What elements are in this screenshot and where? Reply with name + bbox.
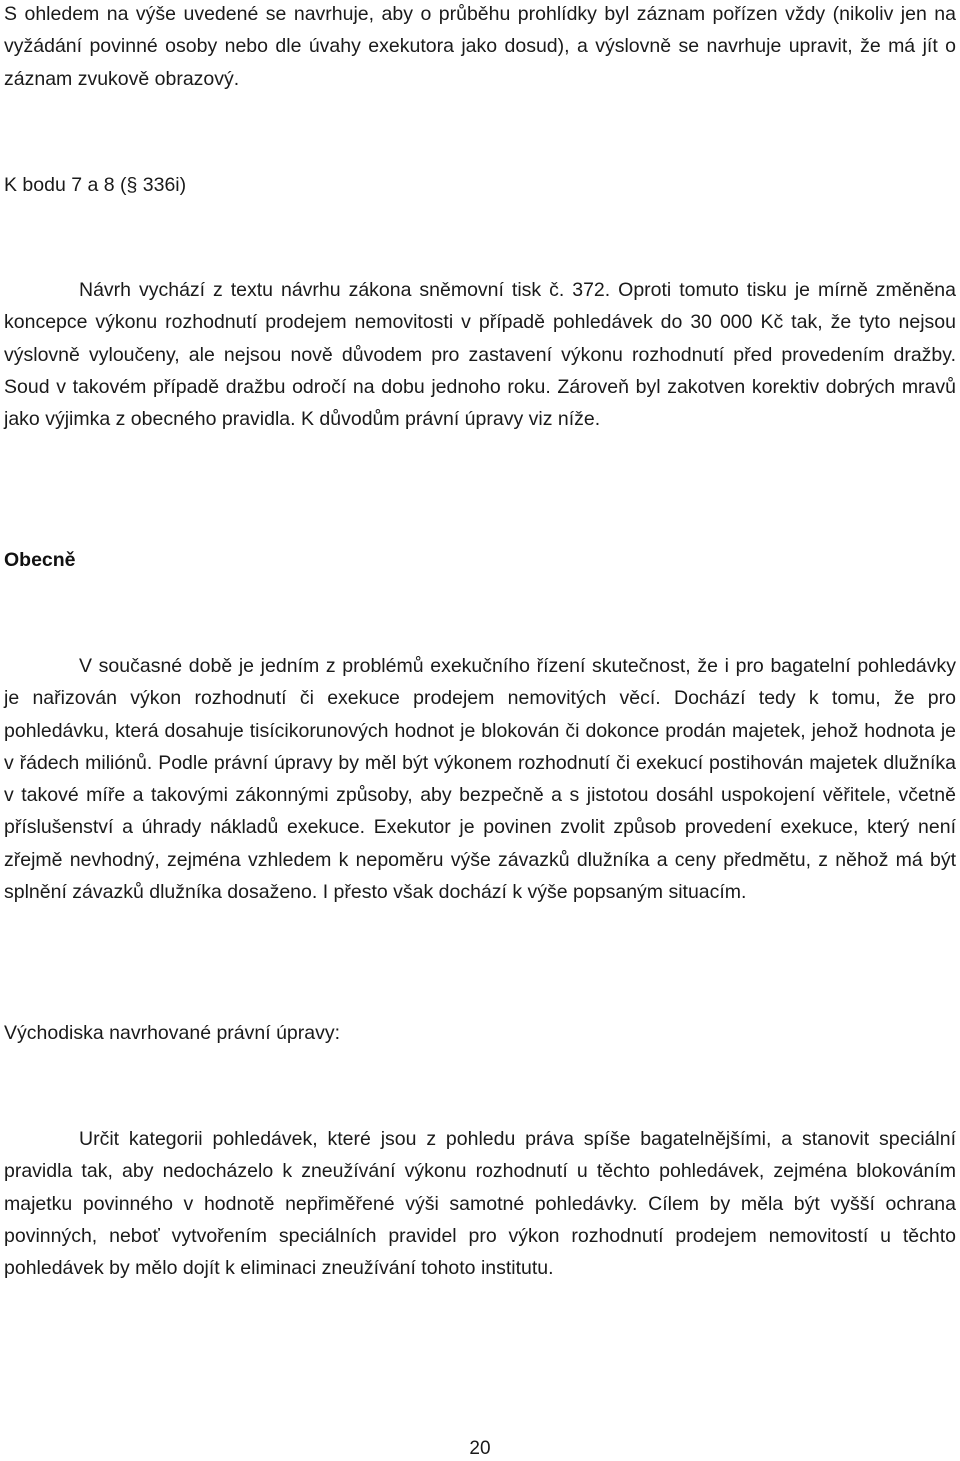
paragraph-vychodiska: Určit kategorii pohledávek, které jsou z pohledu práva spíše bagatelnějšími, a stanovit speciální pravidla tak, aby nedocházelo k zneužívání výkonu rozhodnutí u těchto pohledávek, zejména blokováním majetku povinného v hodnotě nepřiměřené výši samotné pohledávky. Cílem by měla být vyšší ochrana povinných, neboť vytvořením speciálních pravidel pro výkon rozhodnutí prodejem nemovitostí u těchto pohledávek by mělo dojít k eliminaci zneužívání tohoto institutu. xyxy=(4,1128,956,1280)
paragraph-bod: Návrh vychází z textu návrhu zákona sněmovní tisk č. 372. Oproti tomuto tisku je mírně změněna koncepce výkonu rozhodnutí prodejem nemovitosti v případě pohledávek do 30 000 Kč tak, že tyto nejsou výslovně vyloučeny, ale nejsou nově důvodem pro zastavení výkonu rozhodnutí před provedením dražby. Soud v takovém případě dražbu odročí na dobu jednoho roku. Zároveň byl zakotven korektiv dobrých mravů jako výjimka z obecného pravidla. K důvodům právní úpravy viz níže. xyxy=(4,279,956,431)
paragraph-intro: S ohledem na výše uvedené se navrhuje, aby o průběhu prohlídky byl záznam pořízen vždy (nikoliv jen na vyžádání povinné osoby nebo dle úvahy exekutora jako dosud), a výslovně se navrhuje upravit, že má jít o záznam zvukově obrazový. xyxy=(4,3,956,90)
heading-vychodiska: Východiska navrhované právní úpravy: xyxy=(4,1022,341,1044)
paragraph-obecne: V současné době je jedním z problémů exekučního řízení skutečnost, že i pro bagatelní pohledávky je nařizován výkon rozhodnutí či exekuce prodejem nemovitých věcí. Dochází tedy k tomu, že pro pohledávku, která dosahuje tisícikorunových hodnot je blokován či dokonce prodán majetek, jehož hodnota je v řádech miliónů. Podle právní úpravy by měl být výkonem rozhodnutí či exekucí postihován majetek dlužníka v takové míře a takovými zákonnými způsoby, aby bezpečně a s jistotou dosáhl uspokojení věřitele, včetně příslušenství a úhrady nákladů exekuce. Exekutor je povinen zvolit způsob provedení exekuce, který není zřejmě nevhodný, zejména vzhledem k nepoměru výše závazků dlužníka a ceny předmětu, z něhož má být splnění závazků dlužníka dosaženo. I přesto však dochází k výše popsaným situacím. xyxy=(4,655,956,904)
heading-obecne: Obecně xyxy=(4,549,76,571)
page-number: 20 xyxy=(469,1438,491,1459)
heading-bod: K bodu 7 a 8 (§ 336i) xyxy=(4,174,187,196)
